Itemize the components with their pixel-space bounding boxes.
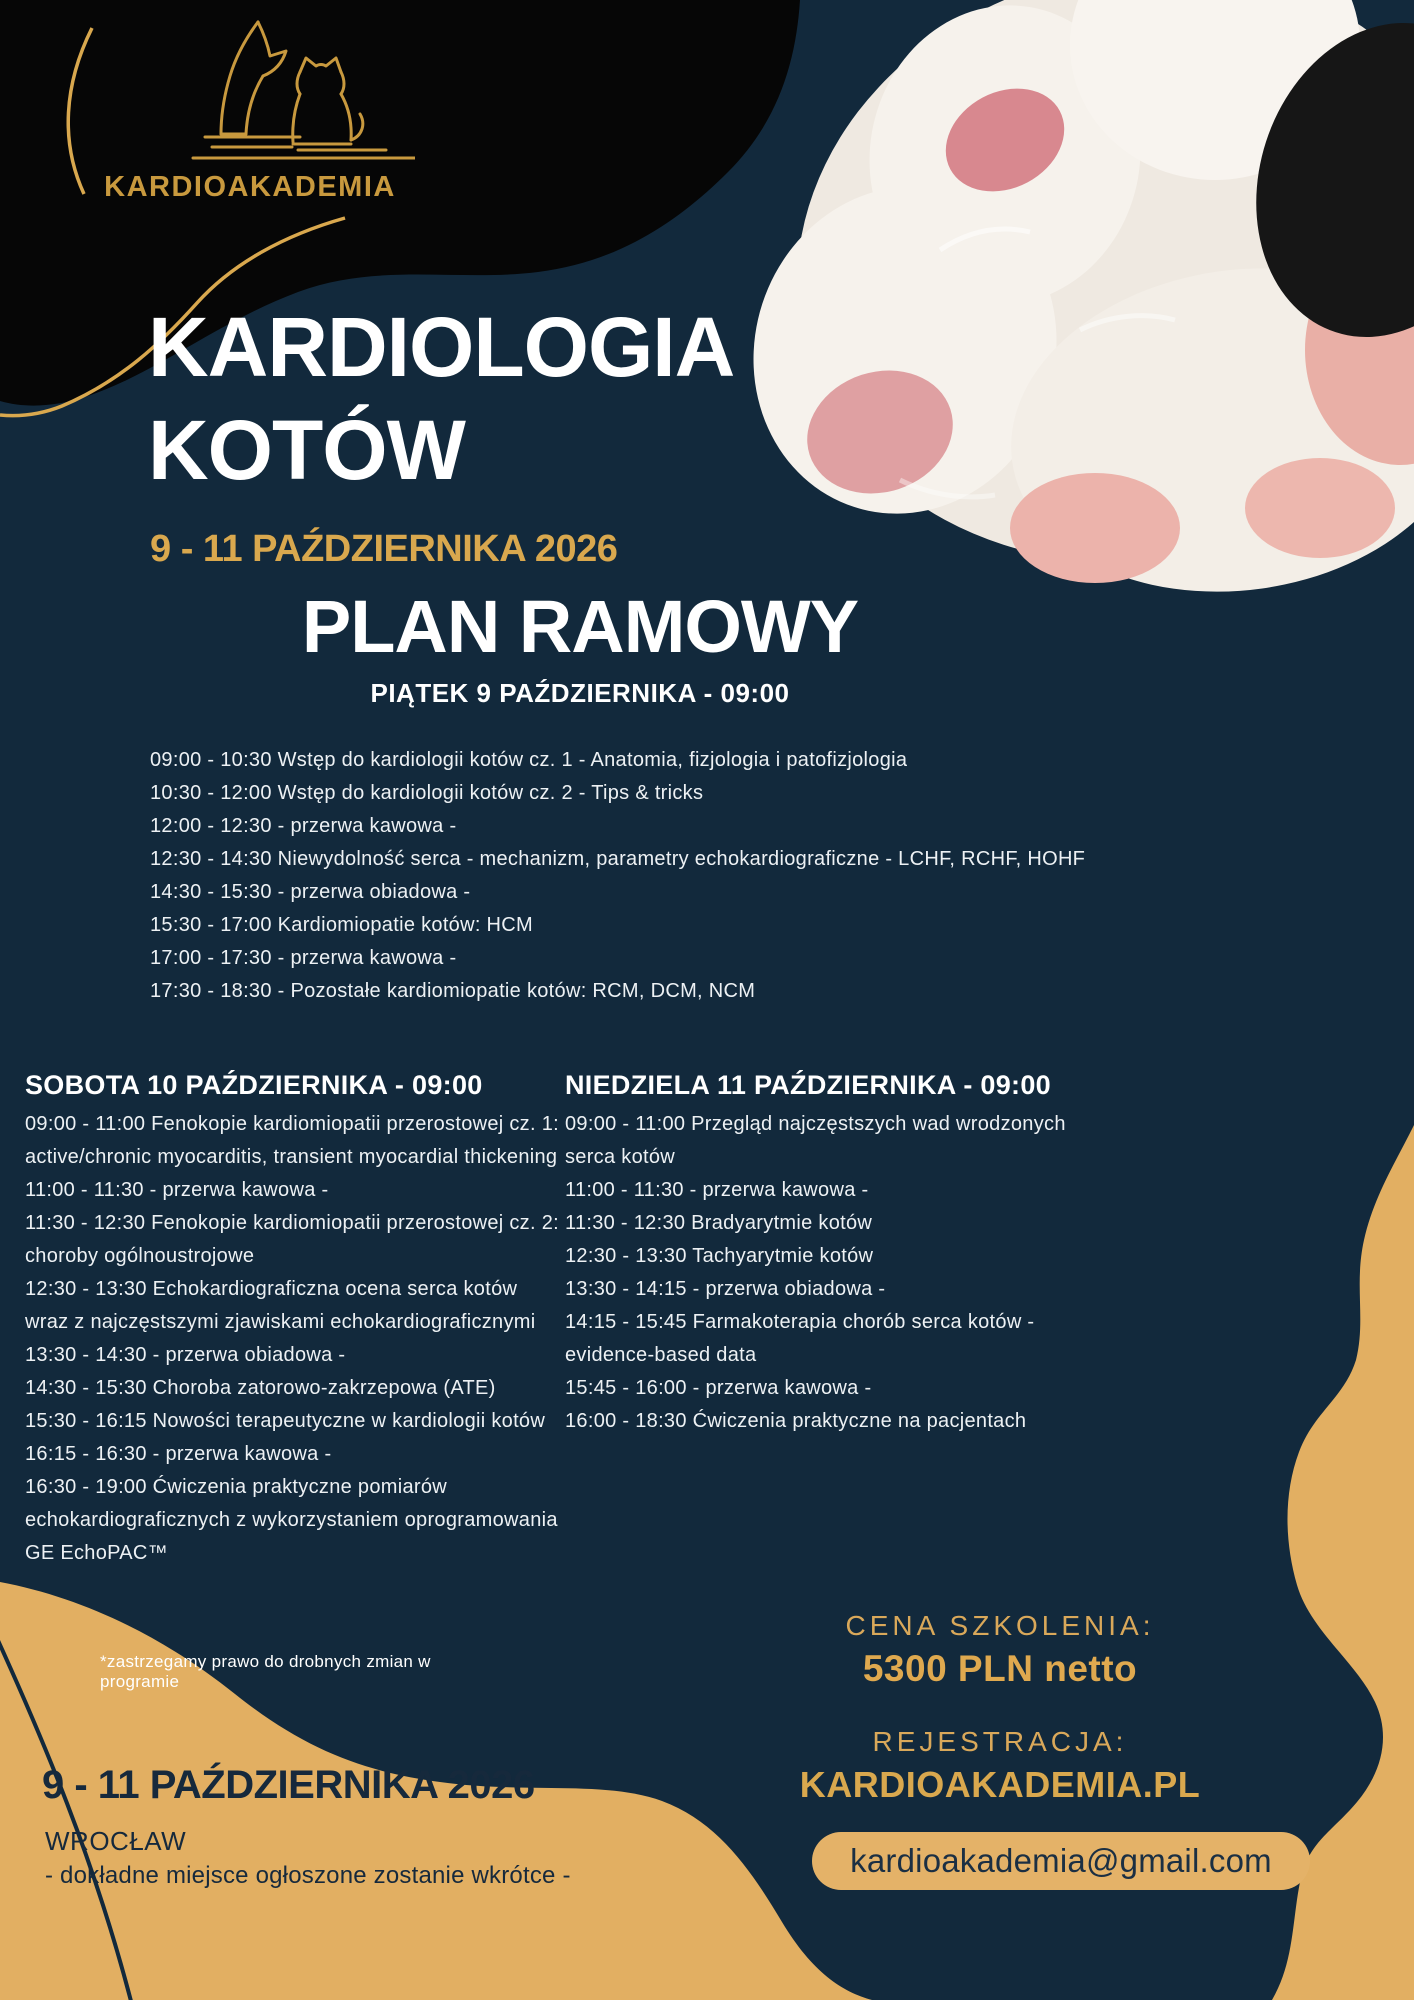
plan-title: PLAN RAMOWY [301,585,859,668]
schedule-item: 12:30 - 13:30 Tachyarytmie kotów [565,1245,874,1267]
email-button[interactable] [812,1832,1310,1890]
email-address: kardioakademia@gmail.com [850,1842,1272,1879]
location-venue-note: - dokładne miejsce ogłoszone zostanie wkrótce - [45,1862,571,1889]
schedule-item: 11:30 - 12:30 Bradyarytmie kotów [565,1212,873,1234]
schedule-item: 16:30 - 19:00 Ćwiczenia praktyczne pomiarów echokardiograficznych z wykorzystaniem oprogramowania GE EchoPAC™ [25,1476,558,1564]
schedule-item: 11:00 - 11:30 - przerwa kawowa - [25,1179,329,1201]
registration-label: REJESTRACJA: [872,1726,1128,1757]
location-city: WROCŁAW [45,1826,187,1856]
schedule-item: 15:30 - 16:15 Nowości terapeutyczne w kardiologii kotów [25,1410,546,1432]
schedule-item: 16:15 - 16:30 - przerwa kawowa - [25,1443,332,1465]
schedule-item: 13:30 - 14:15 - przerwa obiadowa - [565,1278,886,1300]
schedule-item: 11:00 - 11:30 - przerwa kawowa - [565,1179,869,1201]
program-footnote: *zastrzegamy prawo do drobnych zmian w programie [100,1652,431,1691]
event-title-line1: KARDIOLOGIA [148,300,735,394]
price-label: CENA SZKOLENIA: [845,1610,1155,1641]
sunday-schedule-list [565,1108,1105,1438]
schedule-item: 10:30 - 12:00 Wstęp do kardiologii kotów cz. 2 - Tips & tricks [150,782,704,804]
schedule-item: 17:00 - 17:30 - przerwa kawowa - [150,947,457,969]
saturday-heading: SOBOTA 10 PAŹDZIERNIKA - 09:00 [25,1070,483,1100]
schedule-item: 12:00 - 12:30 - przerwa kawowa - [150,815,457,837]
schedule-item: 12:30 - 13:30 Echokardiograficzna ocena serca kotów wraz z najczęstszymi zjawiskami echokardiograficznymi [25,1278,536,1333]
schedule-item: 13:30 - 14:30 - przerwa obiadowa - [25,1344,346,1366]
registration-website-link[interactable]: KARDIOAKADEMIA.PL [799,1764,1201,1805]
sunday-heading: NIEDZIELA 11 PAŹDZIERNIKA - 09:00 [565,1070,1051,1100]
friday-schedule-list [150,744,1090,1008]
schedule-item: 14:30 - 15:30 Choroba zatorowo-zakrzepowa (ATE) [25,1377,496,1399]
saturday-schedule-list [25,1108,560,1570]
brand-logo [85,4,415,204]
event-dates: 9 - 11 PAŹDZIERNIKA 2026 [150,528,618,570]
schedule-item: 14:30 - 15:30 - przerwa obiadowa - [150,881,471,903]
schedule-item: 14:15 - 15:45 Farmakoterapia chorób serca kotów - evidence-based data [565,1311,1035,1366]
friday-heading: PIĄTEK 9 PAŹDZIERNIKA - 09:00 [370,678,790,708]
price-value: 5300 PLN netto [862,1648,1138,1689]
schedule-item: 09:00 - 11:00 Przegląd najczęstszych wad wrodzonych serca kotów [565,1113,1066,1168]
schedule-item: 09:00 - 10:30 Wstęp do kardiologii kotów cz. 1 - Anatomia, fizjologia i patofizjologia [150,749,908,771]
location-dates: 9 - 11 PAŹDZIERNIKA 2026 [42,1763,535,1807]
schedule-item: 17:30 - 18:30 - Pozostałe kardiomiopatie kotów: RCM, DCM, NCM [150,980,756,1002]
schedule-item: 11:30 - 12:30 Fenokopie kardiomiopatii przerostowej cz. 2: choroby ogólnoustrojowe [25,1212,559,1267]
schedule-item: 09:00 - 11:00 Fenokopie kardiomiopatii przerostowej cz. 1: active/chronic myocarditis, transient myocardial thickening [25,1113,559,1168]
schedule-item: 16:00 - 18:30 Ćwiczenia praktyczne na pacjentach [565,1410,1027,1432]
schedule-item: 15:45 - 16:00 - przerwa kawowa - [565,1377,872,1399]
schedule-item: 15:30 - 17:00 Kardiomiopatie kotów: HCM [150,914,533,936]
event-title-line2: KOTÓW [148,403,465,497]
event-title [148,296,908,502]
brand-name: KARDIOAKADEMIA [104,171,396,203]
schedule-item: 12:30 - 14:30 Niewydolność serca - mechanizm, parametry echokardiograficzne - LCHF, RCHF, HOHF [150,848,1086,870]
dog-and-cat-icon [85,4,415,164]
